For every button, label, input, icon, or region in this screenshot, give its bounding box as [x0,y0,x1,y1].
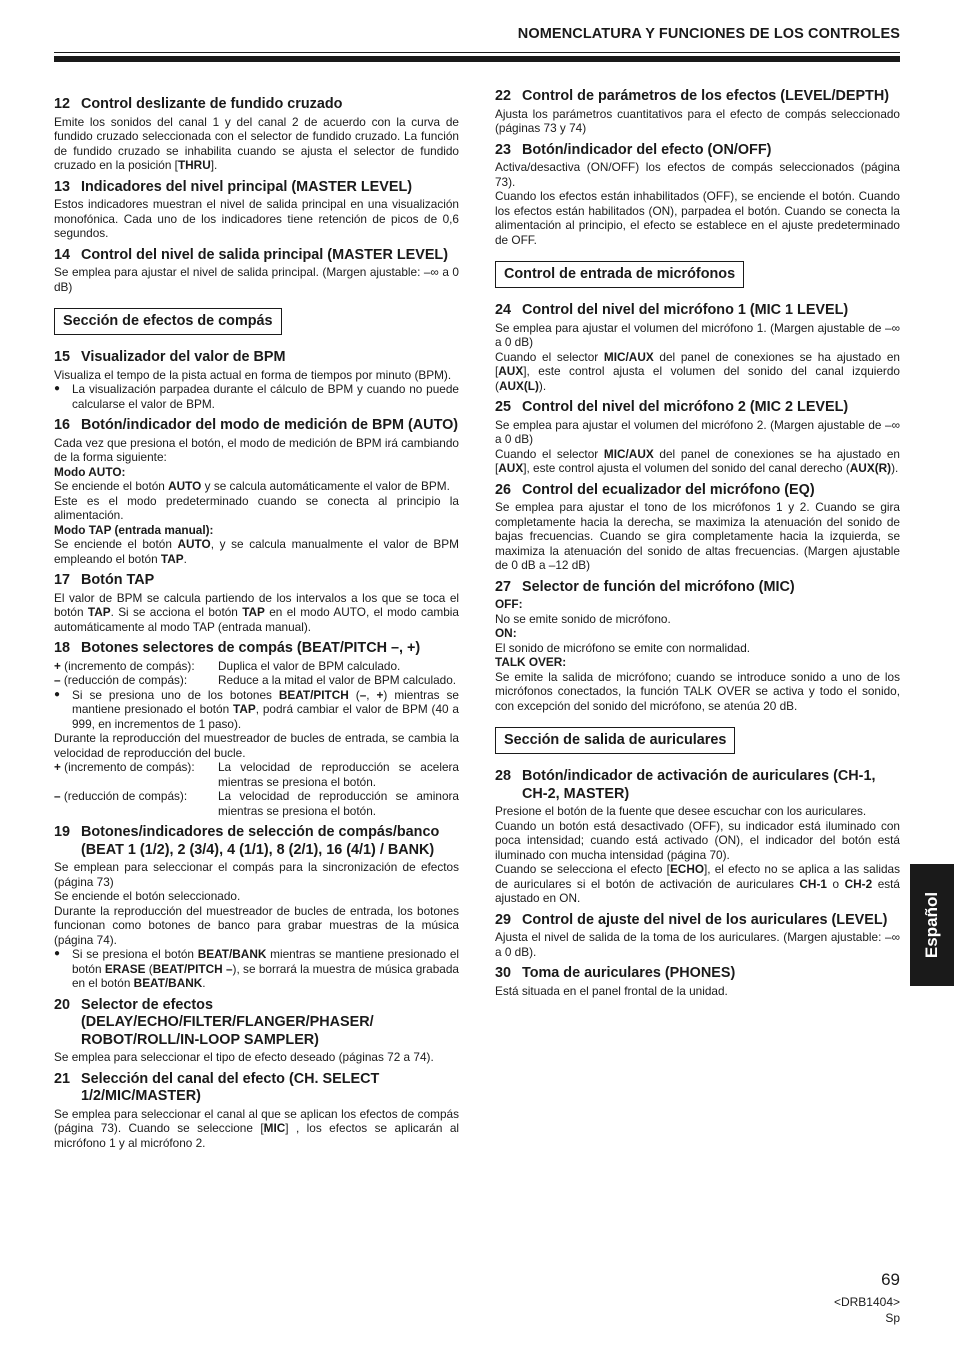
section-27-off-text: No se emite sonido de micrófono. [495,611,671,626]
bullet-icon: ● [54,948,61,959]
section-27-talkover-label: TALK OVER: [495,655,567,669]
section-12-heading: 12 Control deslizante de fundido cruzado [54,96,343,112]
section-19-bullet: ● Si se presiona el botón BEAT/BANK mientras se mantiene presionado el botón ERASE (BEAT/PITCH –), se borrará la muestra de música grabada en el botón BEAT/BANK. [54,947,459,990]
section-14-text: Se emplea para ajustar el nivel de salida principal. (Margen ajustable: –∞ a 0 dB) [54,265,459,294]
section-15-text: Visualiza el tempo de la pista actual en forma de tiempos por minuto (BPM). [54,367,452,382]
section-22-heading: 22 Control de parámetros de los efectos (LEVEL/DEPTH) [495,88,890,104]
document-code [834,1294,900,1326]
section-15-bullet: ● La visualización parpadea durante el cálculo de BPM y cuando no puede calcularse el valor de BPM. [54,382,459,411]
section-28-text-2: Cuando un botón está desactivado (OFF), su indicador está iluminado con poca intensidad; cuando está activado (ON), el indicador del botón está iluminado con mucha intensidad (página 70). [495,818,900,862]
section-16-text-3: Este es el modo predeterminado cuando se conecta al principio la alimentación. [54,493,459,522]
header-rule-thin [54,52,900,53]
section-12-text: Emite los sonidos del canal 1 y del canal 2 de acuerdo con la curva de fundido cruzado seleccionada con el selector de fundido cruzado. La función de fundido cruzado se inhabilita cuando se ajusta el selector de fundido cruzado en la posición [THRU]. [54,114,459,172]
right-column [495,88,900,998]
section-23-text-2: Cuando los efectos están inhabilitados (OFF), se enciende el botón. Cuando los efectos están habilitados (ON), parpadea el botón. Cuando se conecta la alimentación al principio, el efecto se establece en el ajuste predeterminado de OFF. [495,189,900,247]
section-23-heading: 23 Botón/indicador del efecto (ON/OFF) [495,141,772,158]
section-25-heading: 25 Control del nivel del micrófono 2 (MIC 2 LEVEL) [495,399,849,415]
section-26-heading: 26 Control del ecualizador del micrófono (EQ) [495,481,815,498]
section-header-title: NOMENCLATURA Y FUNCIONES DE LOS CONTROLES [517,26,900,42]
section-24-text-2: Cuando el selector MIC/AUX del panel de conexiones se ha ajustado en [AUX], este control ajusta el volumen del sonido del canal izquierdo (AUX(L)). [495,349,900,393]
section-17-text: El valor de BPM se calcula partiendo de los intervalos a los que se toca el botón TAP. Si se acciona el botón TAP en el modo AUTO, el modo cambia automáticamente al modo TAP (entrada manual). [54,590,459,634]
bullet-icon: ● [54,688,61,700]
section-16-mode-auto: Modo AUTO: [54,464,126,479]
section-28-text-3: Cuando se selecciona el efecto [ECHO], el efecto no se aplica a las salidas de auriculares si el botón de activación de auriculares CH-1 o CH-2 está ajustado en ON. [495,862,900,905]
section-24-heading: 24 Control del nivel del micrófono 1 (MIC 1 LEVEL) [495,302,849,318]
section-29-text: Ajusta el nivel de salida de la toma de los auriculares. (Margen ajustable: –∞ a 0 dB). [495,930,900,959]
box-heading-beat-effects: Sección de efectos de compás [54,308,282,335]
doc-code-lang: Sp [885,1311,900,1325]
section-28-heading: 28 Botón/indicador de activación de auriculares (CH-1, CH-2, MASTER) [495,768,876,802]
section-16-text-4: Se enciende el botón AUTO, y se calcula manualmente el valor de BPM empleando el botón TAP. [54,537,459,566]
section-13-text: Estos indicadores muestran el nivel de salida principal en una visualización monofónica. Cada uno de los indicadores tiene retención de picos de 0,6 segundos. [54,197,459,240]
section-16-text-2: Se enciende el botón AUTO y se calcula automáticamente el valor de BPM. [54,479,450,493]
section-21-text: Se emplea para seleccionar el canal al que se aplican los efectos de compás (página 73). Cuando se seleccione [MIC] , los efectos se aplicarán al micrófono 1 y al micrófono 2. [54,1106,459,1150]
header-rule-thick [54,56,900,62]
language-side-tab: Español [910,864,954,986]
section-30-heading: 30 Toma de auriculares (PHONES) [495,965,736,981]
section-19-text-2: Se enciende el botón seleccionado. [54,889,241,903]
section-16-heading: 16 Botón/indicador del modo de medición de BPM (AUTO) [54,417,459,433]
section-27-talkover-text: Se emite la salida de micrófono; cuando se introduce sonido a uno de los micrófonos conectados, la función TALK OVER se activa y todo el sonido, con excepción del sonido del micrófono, se atenúa 20 dB. [495,669,900,713]
section-29-heading: 29 Control de ajuste del nivel de los auriculares (LEVEL) [495,911,888,928]
section-27-off-label: OFF: [495,597,523,611]
section-18-def-1: + (incremento de compás): Duplica el valor de BPM calculado. [54,658,401,673]
left-column [54,96,459,1150]
section-26-text: Se emplea para ajustar el tono de los micrófonos 1 y 2. Cuando se gira completamente hacia la derecha, se maximiza la atenuación del sonido de bajas frecuencias. Cuando se gira completamente hacia la izquierda, se maximiza la atenuación del sonido de altas frecuencias. (Margen ajustable de 0 dB a –12 dB) [495,500,900,572]
section-24-text-1: Se emplea para ajustar el volumen del micrófono 1. (Margen ajustable de –∞ a 0 dB) [495,320,900,349]
section-18-def-2: – (reducción de compás): Reduce a la mitad el valor de BPM calculado. [54,673,457,687]
section-13-heading: 13 Indicadores del nivel principal (MASTER LEVEL) [54,178,413,195]
box-heading-headphones: Sección de salida de auriculares [495,727,735,754]
section-27-heading: 27 Selector de función del micrófono (MIC) [495,578,795,595]
bullet-icon: ● [54,383,61,394]
section-18-text-2: Durante la reproducción del muestreador de bucles de entrada, se cambia la velocidad de reproducción del bucle. [54,731,459,760]
section-20-heading: 20 Selector de efectos (DELAY/ECHO/FILTER/FLANGER/PHASER/ ROBOT/ROLL/IN-LOOP SAMPLER) [54,996,374,1048]
section-14-heading: 14 Control del nivel de salida principal (MASTER LEVEL) [54,246,449,263]
page-number: 69 [881,1270,900,1289]
box-heading-mic-input: Control de entrada de micrófonos [495,261,744,288]
section-25-text-2: Cuando el selector MIC/AUX del panel de conexiones se ha ajustado en [AUX], este control ajusta el volumen del sonido del canal derecho (AUX(R)). [495,446,900,475]
section-18-heading: 18 Botones selectores de compás (BEAT/PITCH –, +) [54,640,421,656]
section-17-heading: 17 Botón TAP [54,572,155,588]
section-16-text-1: Cada vez que presiona el botón, el modo de medición de BPM irá cambiando de la forma siguiente: [54,435,459,464]
section-25-text-1: Se emplea para ajustar el volumen del micrófono 2. (Margen ajustable de –∞ a 0 dB) [495,417,900,446]
section-18-def-4: – (reducción de compás): La velocidad de reproducción se aminora mientras se presiona el botón. [54,789,459,818]
section-19-text-1: Se emplean para seleccionar el compás para la sincronización de efectos (página 73) [54,860,459,889]
section-27-on-label: ON: [495,626,517,640]
section-28-text-1: Presione el botón de la fuente que desee escuchar con los auriculares. [495,804,867,818]
section-21-heading: 21 Selección del canal del efecto (CH. SELECT 1/2/MIC/MASTER) [54,1070,380,1104]
section-19-heading: 19 Botones/indicadores de selección de compás/banco (BEAT 1 (1/2), 2 (3/4), 4 (1/1), 8 (2/1), 16 (4/1) / BANK) [54,824,440,858]
section-16-mode-tap: Modo TAP (entrada manual): [54,522,214,537]
section-18-bullet: ● Si se presiona uno de los botones BEAT/PITCH (–, +) mientras se mantiene presionado el botón TAP, podrá cambiar el valor de BPM (40 a 999, en incrementos de 1 paso). [54,687,459,731]
doc-code-id: <DRB1404> [833,1295,900,1309]
section-15-heading: 15 Visualizador del valor de BPM [54,349,286,365]
section-20-text: Se emplea para seleccionar el tipo de efecto deseado (páginas 72 a 74). [54,1050,434,1064]
section-22-text: Ajusta los parámetros cuantitativos para el efecto de compás seleccionado (páginas 73 y 74) [495,106,900,135]
section-23-text-1: Activa/desactiva (ON/OFF) los efectos de compás seleccionados (página 73). [495,160,900,189]
section-27-on-text: El sonido de micrófono se emite con normalidad. [495,640,751,655]
section-30-text: Está situada en el panel frontal de la unidad. [495,983,728,998]
section-18-def-3: + (incremento de compás): La velocidad de reproducción se acelera mientras se presiona el botón. [54,760,459,789]
section-19-text-3: Durante la reproducción del muestreador de bucles de entrada, los botones funcionan como botones de banco para grabar muestras de la música (página 74). [54,903,459,947]
